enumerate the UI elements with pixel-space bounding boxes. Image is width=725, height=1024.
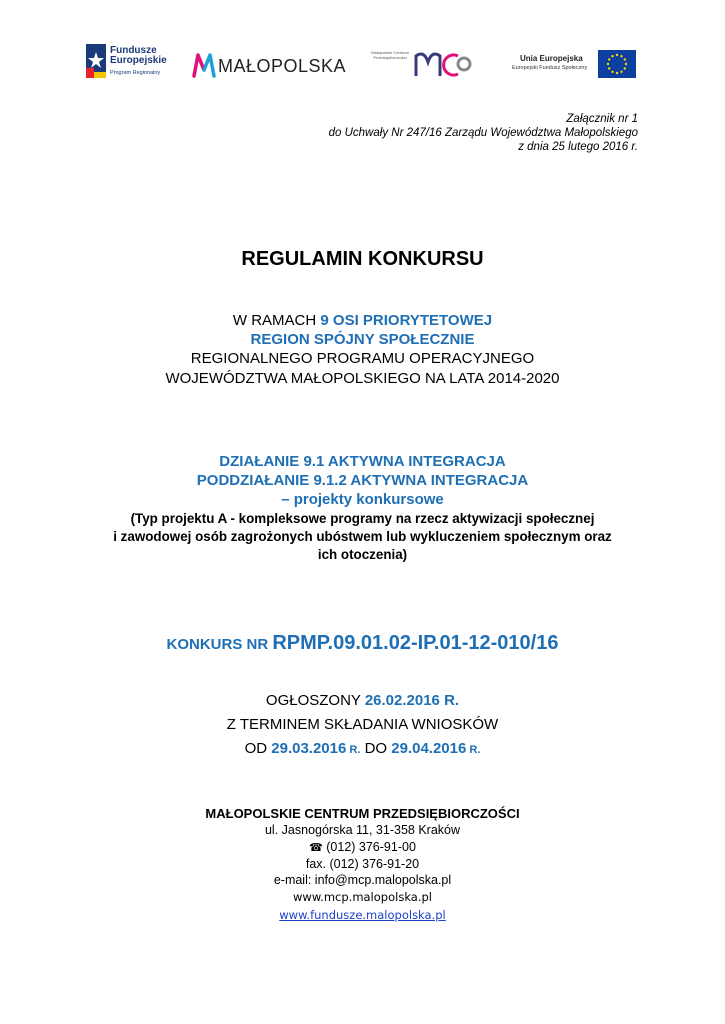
malopolska-m-icon — [192, 52, 216, 78]
fundusze-europejskie-logo — [86, 44, 186, 80]
region-name: REGION SPÓJNY SPOŁECZNIE — [250, 331, 475, 348]
malopolska-text: MAŁOPOLSKA — [218, 56, 347, 76]
project-type-line2: i zawodowej osób zagrożonych ubóstwem lub wykluczeniem społecznym oraz — [113, 529, 612, 544]
www-mcp: www.mcp.malopolska.pl — [293, 890, 432, 904]
phone-icon: ☎ — [309, 841, 323, 854]
fe-line1: Fundusze — [110, 45, 157, 56]
contest-number-line — [0, 632, 725, 655]
annex-line2: do Uchwały Nr 247/16 Zarządu Województwa Małopolskiego — [328, 127, 638, 139]
deadline-label: Z TERMINEM SKŁADANIA WNIOSKÓW — [226, 716, 499, 733]
ue-logo — [512, 48, 637, 80]
program-line4: WOJEWÓDZTWA MAŁOPOLSKIEGO NA LATA 2014-2020 — [165, 370, 560, 387]
mcp-small-text: Małopolskie Centrum Przedsiębiorczości — [371, 50, 409, 60]
fe-line2: Europejskie — [110, 55, 167, 66]
project-type-line1: (Typ projektu A - kompleksowe programy na rzecz aktywizacji społecznej — [130, 511, 595, 526]
project-type-line3: ich otoczenia) — [317, 547, 408, 562]
ue-line1: Unia Europejska — [520, 54, 583, 63]
ue-line2: Europejski Fundusz Społeczny — [512, 65, 588, 71]
mcp-mark-icon — [414, 48, 472, 80]
contest-number: RPMP.09.01.02-IP.01-12-010/16 — [272, 632, 559, 654]
address: ul. Jasnogórska 11, 31-358 Kraków — [264, 823, 461, 837]
malopolska-logo — [192, 50, 352, 80]
program-line1 — [0, 312, 725, 329]
program-line3: REGIONALNEGO PROGRAMU OPERACYJNEGO — [190, 350, 535, 367]
eu-flag-icon — [598, 50, 636, 78]
phone-line — [0, 840, 725, 854]
fe-star-icon — [86, 44, 106, 78]
phone: (012) 376-91-00 — [322, 840, 416, 854]
document-title: REGULAMIN KONKURSU — [241, 248, 484, 270]
action-line3: – projekty konkursowe — [281, 491, 444, 508]
announced-line — [0, 692, 725, 709]
fax: fax. (012) 376-91-20 — [305, 857, 420, 871]
to-label: DO — [360, 740, 392, 757]
to-date: 29.04.2016 — [391, 740, 467, 757]
from-date: 29.03.2016 — [271, 740, 347, 757]
to-r: R. — [466, 744, 481, 756]
date-range-line — [0, 740, 725, 757]
action-line2: PODDZIAŁANIE 9.1.2 AKTYWNA INTEGRACJA — [196, 472, 529, 489]
action-line1: DZIAŁANIE 9.1 AKTYWNA INTEGRACJA — [219, 453, 506, 470]
annex-line3: z dnia 25 lutego 2016 r. — [518, 141, 638, 153]
link-wrapper — [0, 906, 725, 924]
from-label: OD — [244, 740, 272, 757]
program-prefix: W RAMACH — [232, 312, 321, 329]
annex-line1: Załącznik nr 1 — [566, 113, 638, 125]
from-r: R. — [346, 744, 361, 756]
email: e-mail: info@mcp.malopolska.pl — [273, 873, 452, 887]
priority-axis: 9 OSI PRIORYTETOWEJ — [320, 312, 493, 329]
mcp-logo — [370, 46, 474, 82]
organization-name: MAŁOPOLSKIE CENTRUM PRZEDSIĘBIORCZOŚCI — [205, 806, 520, 821]
fe-line3: Program Regionalny — [110, 70, 161, 76]
contest-label: KONKURS NR — [166, 636, 273, 653]
announced-label: OGŁOSZONY — [265, 692, 365, 709]
fundusze-link[interactable]: www.fundusze.malopolska.pl — [279, 908, 446, 922]
announced-date: 26.02.2016 R. — [364, 692, 460, 709]
